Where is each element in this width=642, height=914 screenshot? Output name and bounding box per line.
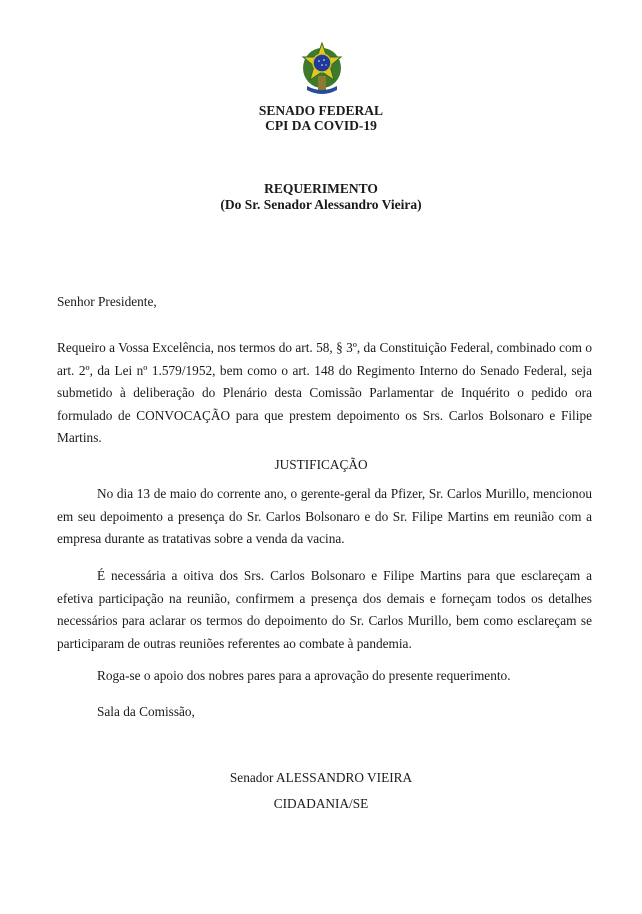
signature-party: CIDADANIA/SE [273,796,369,811]
justification-paragraph-3: Roga-se o apoio dos nobres pares para a aprovação do presente requerimento. [97,668,511,683]
closing-line: Sala da Comissão, [97,704,195,719]
document-title: REQUERIMENTO [264,181,378,196]
document-author: (Do Sr. Senador Alessandro Vieira) [220,197,422,212]
institution-name: SENADO FEDERAL [258,103,384,118]
justification-paragraph-2: É necessária a oitiva dos Srs. Carlos Bolsonaro e Filipe Martins para que esclareçam a efetiva participação na reunião, confirmem a presença dos demais e forneçam todos os detalhes necessários para aclarar os termos do depoimento do Sr. Carlos Murillo, bem como esclareçam se participaram de outras reuniões referentes ao combate à pandemia. [57,568,592,651]
brazil-coat-of-arms-icon [301,38,343,100]
signature-name: Senador ALESSANDRO VIEIRA [229,770,413,785]
salutation: Senhor Presidente, [57,294,157,309]
justification-paragraph-1: No dia 13 de maio do corrente ano, o gerente-geral da Pfizer, Sr. Carlos Murillo, mencionou em seu depoimento a presença do Sr. Carlos Bolsonaro e do Sr. Filipe Martins em reunião com a empresa durante as tratativas sobre a venda da vacina. [57,486,592,546]
request-paragraph: Requeiro a Vossa Excelência, nos termos do art. 58, § 3º, da Constituição Federal, combinado com o art. 2º, da Lei nº 1.579/1952, bem como o art. 148 do Regimento Interno do Senado Federal, seja submetido à deliberação do Plenário desta Comissão Parlamentar de Inquérito o pedido ora formulado de CONVOCAÇÃO para que prestem depoimento os Srs. Carlos Bolsonaro e Filipe Martins. [57,340,592,445]
justification-heading: JUSTIFICAÇÃO [274,457,368,472]
committee-name: CPI DA COVID-19 [265,118,377,133]
